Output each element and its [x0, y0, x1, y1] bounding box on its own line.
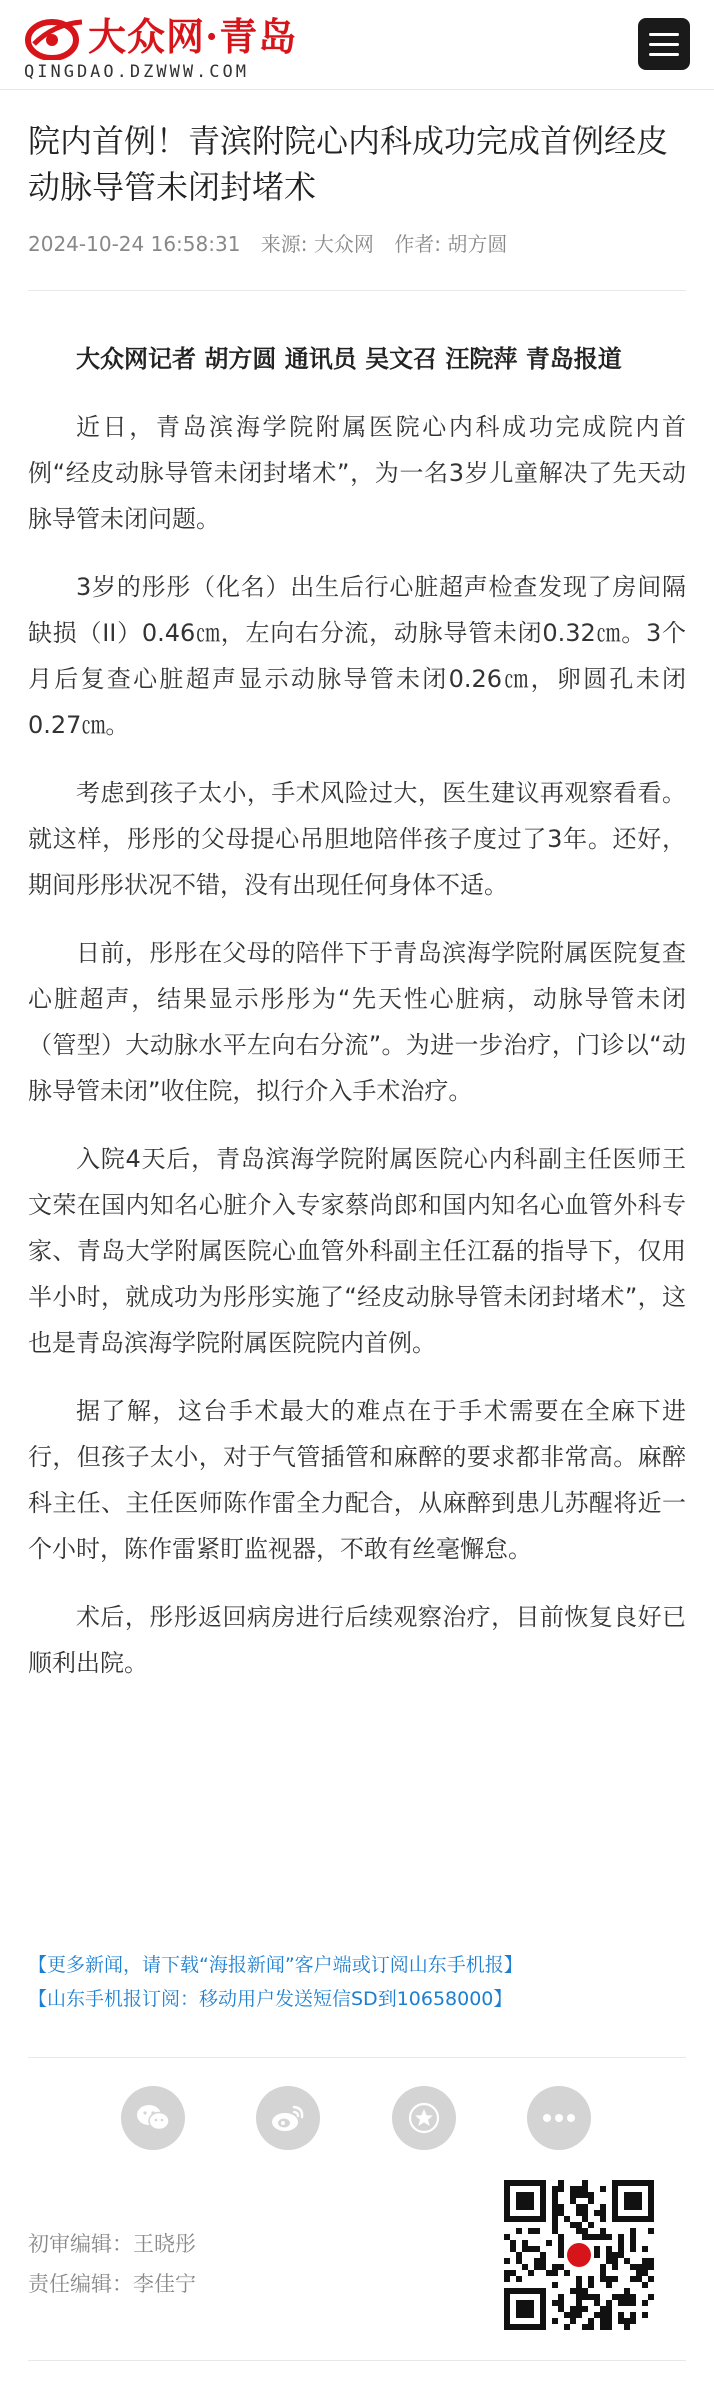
hamburger-menu-button[interactable] [638, 18, 690, 70]
article-paragraph: 术后，彤彤返回病房进行后续观察治疗，目前恢复良好已顺利出院。 [28, 1603, 686, 1677]
weibo-share-button[interactable] [256, 2086, 320, 2150]
article-title: 院内首例！青滨附院心内科成功完成首例经皮动脉导管未闭封堵术 [28, 122, 669, 206]
article-paragraph: 据了解，这台手术最大的难点在于手术需要在全麻下进行，但孩子太小，对于气管插管和麻醉的要求都非常高。麻醉科主任、主任医师陈作雷全力配合，从麻醉到患儿苏醒将近一个小时，陈作雷紧盯监视器，不敢有丝毫懈怠。 [28, 1397, 686, 1563]
first-review-editor: 初审编辑：王晓彤 [28, 2232, 196, 2256]
more-icon [542, 2113, 576, 2123]
logo-subtitle: QINGDAO.DZWWW.COM [24, 62, 249, 82]
share-bar [0, 2086, 714, 2156]
article-meta [28, 228, 521, 257]
divider [28, 2360, 686, 2361]
article-paragraph: 3岁的彤彤（化名）出生后行心脏超声检查发现了房间隔缺损（II）0.46㎝，左向右分流，动脉导管未闭0.32㎝。3个月后复查心脏超声显示动脉导管未闭0.26㎝，卵圆孔未闭0.27㎝。 [28, 573, 686, 739]
editor-info [28, 2224, 196, 2304]
logo-swirl-icon [24, 14, 86, 60]
responsible-editor: 责任编辑：李佳宁 [28, 2272, 196, 2296]
more-share-button[interactable] [527, 2086, 591, 2150]
article-paragraph: 考虑到孩子太小，手术风险过大，医生建议再观察看看。就这样，彤彤的父母提心吊胆地陪伴孩子度过了3年。还好，期间彤彤状况不错，没有出现任何身体不适。 [28, 779, 686, 899]
weibo-icon [270, 2103, 306, 2133]
article-source: 来源: 大众网 [260, 232, 374, 256]
article-paragraph: 近日，青岛滨海学院附属医院心内科成功完成院内首例“经皮动脉导管未闭封堵术”，为一名3岁儿童解决了先天动脉导管未闭问题。 [28, 413, 686, 533]
site-header [0, 0, 714, 90]
publish-date: 2024-10-24 16:58:31 [28, 232, 241, 256]
sms-subscribe-link[interactable]: 【山东手机报订阅：移动用户发送短信SD到10658000】 [28, 1988, 513, 2010]
promo-links [28, 1948, 686, 2016]
hamburger-menu-icon [649, 33, 679, 36]
article-paragraph: 入院4天后，青岛滨海学院附属医院心内科副主任医师王文荣在国内知名心脏介入专家蔡尚郎和国内知名心血管外科专家、青岛大学附属医院心血管外科副主任江磊的指导下，仅用半小时，就成功为彤彤实施了“经皮动脉导管未闭封堵术”，这也是青岛滨海学院附属医院院内首例。 [28, 1145, 686, 1357]
divider [28, 290, 686, 291]
article-paragraph: 日前，彤彤在父母的陪伴下于青岛滨海学院附属医院复查心脏超声，结果显示彤彤为“先天性心脏病，动脉导管未闭（管型）大动脉水平左向右分流”。为进一步治疗，门诊以“动脉导管未闭”收住院，拟行介入手术治疗。 [28, 939, 686, 1105]
article-author: 作者: 胡方圆 [394, 232, 508, 256]
article-byline: 大众网记者 胡方圆 通讯员 吴文召 汪院萍 青岛报道 [76, 345, 622, 373]
favorite-icon [407, 2101, 441, 2135]
site-logo[interactable] [24, 12, 324, 82]
wechat-share-button[interactable] [121, 2086, 185, 2150]
article-body [28, 336, 686, 1708]
qr-code-image [504, 2180, 654, 2330]
app-download-link[interactable]: 【更多新闻，请下载“海报新闻”客户端或订阅山东手机报】 [28, 1954, 523, 1976]
logo-title: 大众网·青岛 [88, 14, 298, 59]
favorite-button[interactable] [392, 2086, 456, 2150]
divider [28, 2057, 686, 2058]
wechat-icon [135, 2103, 171, 2133]
